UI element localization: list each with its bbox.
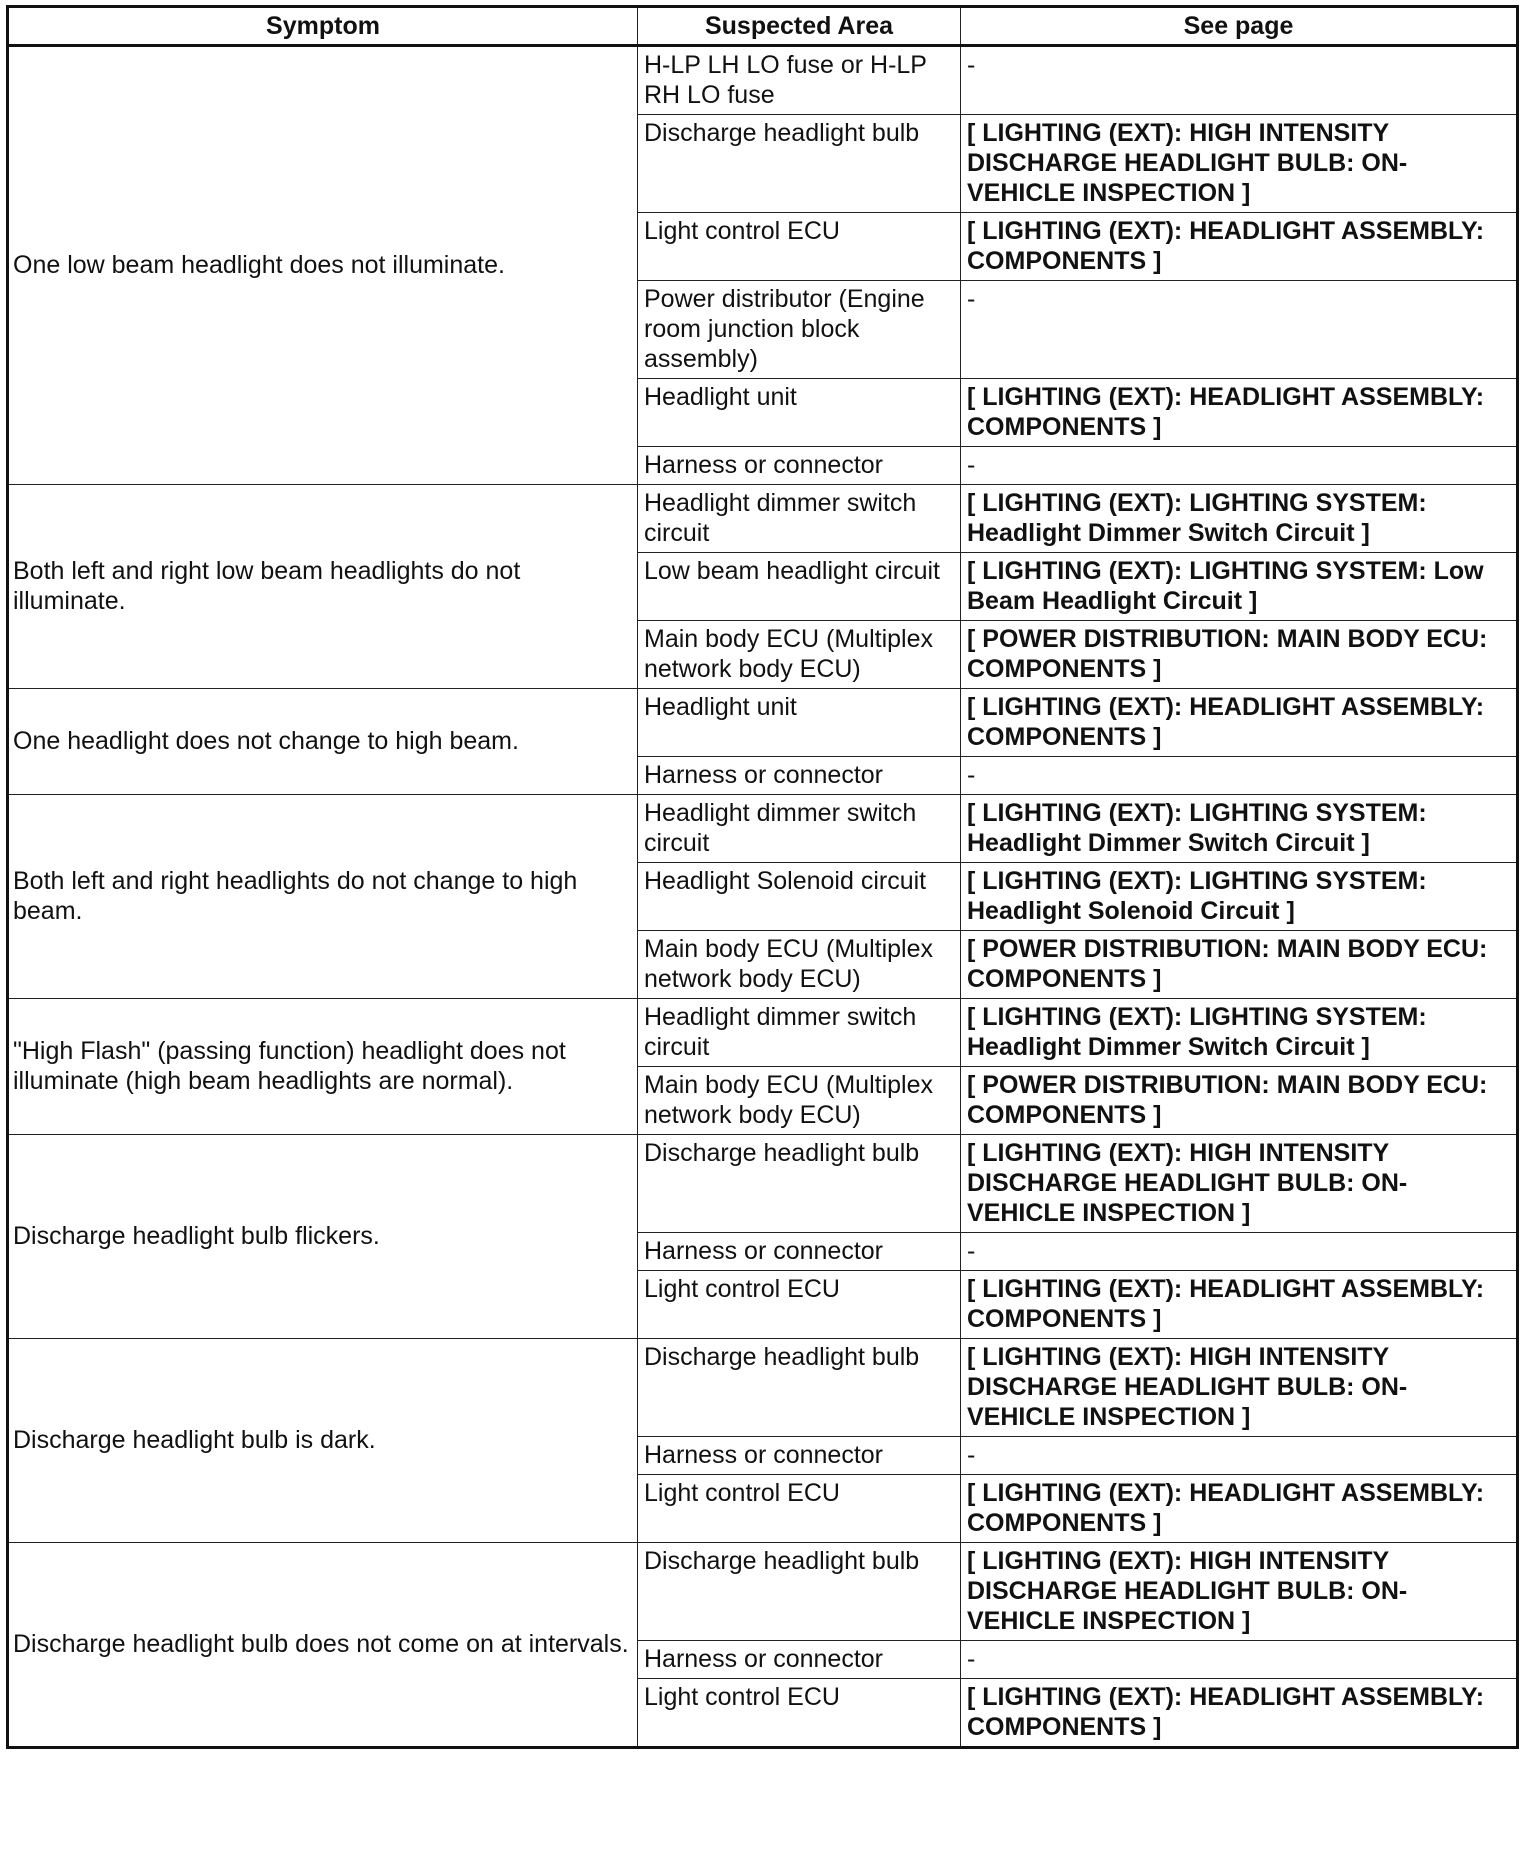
suspected-area-cell: Main body ECU (Multiplex network body ECU) bbox=[638, 621, 961, 689]
suspected-area-cell: Headlight Solenoid circuit bbox=[638, 863, 961, 931]
table-row bbox=[8, 795, 1518, 863]
problem-symptoms-table bbox=[6, 5, 1519, 1749]
see-page-cell: [ LIGHTING (EXT): HEADLIGHT ASSEMBLY: COMPONENTS ] bbox=[961, 1475, 1518, 1543]
suspected-area-cell: Discharge headlight bulb bbox=[638, 1339, 961, 1437]
see-page-cell: - bbox=[961, 281, 1518, 379]
suspected-area-cell: Main body ECU (Multiplex network body ECU) bbox=[638, 931, 961, 999]
suspected-area-cell: Headlight dimmer switch circuit bbox=[638, 795, 961, 863]
symptom-cell: One low beam headlight does not illuminate. bbox=[8, 46, 638, 485]
symptom-cell: "High Flash" (passing function) headlight does not illuminate (high beam headlights are normal). bbox=[8, 999, 638, 1135]
symptom-cell: Discharge headlight bulb flickers. bbox=[8, 1135, 638, 1339]
suspected-area-cell: Headlight unit bbox=[638, 379, 961, 447]
see-page-cell: [ POWER DISTRIBUTION: MAIN BODY ECU: COMPONENTS ] bbox=[961, 621, 1518, 689]
see-page-cell: [ LIGHTING (EXT): HEADLIGHT ASSEMBLY: COMPONENTS ] bbox=[961, 1679, 1518, 1748]
symptom-cell: Both left and right low beam headlights do not illuminate. bbox=[8, 485, 638, 689]
symptom-header: Symptom bbox=[8, 7, 638, 46]
see-page-cell: [ LIGHTING (EXT): LIGHTING SYSTEM: Headlight Dimmer Switch Circuit ] bbox=[961, 485, 1518, 553]
suspected-area-cell: Power distributor (Engine room junction block assembly) bbox=[638, 281, 961, 379]
suspected-area-cell: Light control ECU bbox=[638, 1475, 961, 1543]
suspected-area-cell: Low beam headlight circuit bbox=[638, 553, 961, 621]
suspected-area-cell: Discharge headlight bulb bbox=[638, 115, 961, 213]
suspected-area-cell: Headlight unit bbox=[638, 689, 961, 757]
table-row bbox=[8, 999, 1518, 1067]
see-page-cell: - bbox=[961, 46, 1518, 115]
suspected-area-cell: Light control ECU bbox=[638, 1679, 961, 1748]
table-row bbox=[8, 485, 1518, 553]
see-page-cell: [ LIGHTING (EXT): LIGHTING SYSTEM: Headlight Solenoid Circuit ] bbox=[961, 863, 1518, 931]
suspected-area-cell: Harness or connector bbox=[638, 447, 961, 485]
see-page-cell: [ POWER DISTRIBUTION: MAIN BODY ECU: COMPONENTS ] bbox=[961, 931, 1518, 999]
see-page-cell: [ LIGHTING (EXT): HEADLIGHT ASSEMBLY: COMPONENTS ] bbox=[961, 689, 1518, 757]
header-row bbox=[8, 7, 1518, 46]
see-page-cell: [ LIGHTING (EXT): HEADLIGHT ASSEMBLY: COMPONENTS ] bbox=[961, 213, 1518, 281]
see-page-cell: [ LIGHTING (EXT): HIGH INTENSITY DISCHARGE HEADLIGHT BULB: ON-VEHICLE INSPECTION ] bbox=[961, 1135, 1518, 1233]
see-page-cell: - bbox=[961, 757, 1518, 795]
symptom-cell: One headlight does not change to high beam. bbox=[8, 689, 638, 795]
see-page-cell: [ POWER DISTRIBUTION: MAIN BODY ECU: COMPONENTS ] bbox=[961, 1067, 1518, 1135]
see-page-cell: [ LIGHTING (EXT): HIGH INTENSITY DISCHARGE HEADLIGHT BULB: ON-VEHICLE INSPECTION ] bbox=[961, 115, 1518, 213]
suspected-area-cell: Harness or connector bbox=[638, 1437, 961, 1475]
see-page-cell: [ LIGHTING (EXT): LIGHTING SYSTEM: Low Beam Headlight Circuit ] bbox=[961, 553, 1518, 621]
suspected-area-cell: H-LP LH LO fuse or H-LP RH LO fuse bbox=[638, 46, 961, 115]
symptom-cell: Discharge headlight bulb does not come on at intervals. bbox=[8, 1543, 638, 1748]
see-page-header: See page bbox=[961, 7, 1518, 46]
table-row bbox=[8, 46, 1518, 115]
see-page-cell: [ LIGHTING (EXT): LIGHTING SYSTEM: Headlight Dimmer Switch Circuit ] bbox=[961, 999, 1518, 1067]
table-row bbox=[8, 1339, 1518, 1437]
see-page-cell: [ LIGHTING (EXT): HIGH INTENSITY DISCHARGE HEADLIGHT BULB: ON-VEHICLE INSPECTION ] bbox=[961, 1543, 1518, 1641]
see-page-cell: [ LIGHTING (EXT): HIGH INTENSITY DISCHARGE HEADLIGHT BULB: ON-VEHICLE INSPECTION ] bbox=[961, 1339, 1518, 1437]
see-page-cell: [ LIGHTING (EXT): HEADLIGHT ASSEMBLY: COMPONENTS ] bbox=[961, 1271, 1518, 1339]
see-page-cell: [ LIGHTING (EXT): HEADLIGHT ASSEMBLY: COMPONENTS ] bbox=[961, 379, 1518, 447]
suspected-area-cell: Headlight dimmer switch circuit bbox=[638, 999, 961, 1067]
table-row bbox=[8, 1135, 1518, 1233]
suspected-area-cell: Light control ECU bbox=[638, 1271, 961, 1339]
table-wrapper bbox=[6, 5, 1519, 1749]
see-page-cell: - bbox=[961, 447, 1518, 485]
table-body bbox=[8, 46, 1518, 1748]
table-row bbox=[8, 689, 1518, 757]
see-page-cell: [ LIGHTING (EXT): LIGHTING SYSTEM: Headlight Dimmer Switch Circuit ] bbox=[961, 795, 1518, 863]
suspected-area-cell: Harness or connector bbox=[638, 1641, 961, 1679]
suspected-area-cell: Light control ECU bbox=[638, 213, 961, 281]
suspected-area-cell: Discharge headlight bulb bbox=[638, 1135, 961, 1233]
suspected-area-header: Suspected Area bbox=[638, 7, 961, 46]
table-row bbox=[8, 1543, 1518, 1641]
see-page-cell: - bbox=[961, 1437, 1518, 1475]
suspected-area-cell: Main body ECU (Multiplex network body ECU) bbox=[638, 1067, 961, 1135]
suspected-area-cell: Harness or connector bbox=[638, 1233, 961, 1271]
suspected-area-cell: Harness or connector bbox=[638, 757, 961, 795]
symptom-cell: Discharge headlight bulb is dark. bbox=[8, 1339, 638, 1543]
suspected-area-cell: Headlight dimmer switch circuit bbox=[638, 485, 961, 553]
see-page-cell: - bbox=[961, 1641, 1518, 1679]
suspected-area-cell: Discharge headlight bulb bbox=[638, 1543, 961, 1641]
symptom-cell: Both left and right headlights do not change to high beam. bbox=[8, 795, 638, 999]
see-page-cell: - bbox=[961, 1233, 1518, 1271]
